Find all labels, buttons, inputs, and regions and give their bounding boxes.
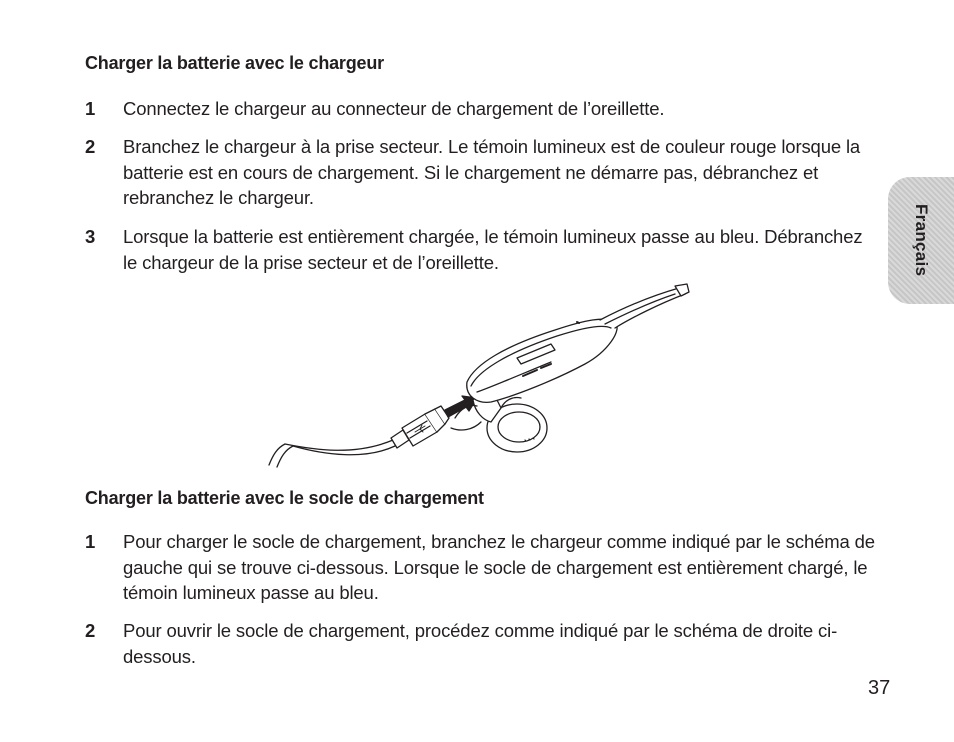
section-title-charging-cradle: Charger la batterie avec le socle de chargement bbox=[85, 488, 484, 508]
step-item bbox=[85, 134, 875, 211]
step-item bbox=[85, 529, 875, 606]
step-item bbox=[85, 618, 875, 669]
section-title-charger: Charger la batterie avec le chargeur bbox=[85, 53, 384, 73]
step-number: 2 bbox=[85, 136, 96, 157]
page-number: 37 bbox=[868, 677, 891, 699]
step-number: 1 bbox=[85, 531, 96, 552]
step-item bbox=[85, 224, 875, 275]
language-tab-label: Français bbox=[912, 204, 931, 277]
step-text: Connectez le chargeur au connecteur de chargement de l’oreillette. bbox=[123, 98, 665, 119]
step-number: 2 bbox=[85, 620, 96, 641]
language-side-tab bbox=[888, 177, 954, 304]
step-text: Lorsque la batterie est entièrement chargée, le témoin lumineux passe au bleu. Débranchez le chargeur de la prise secteur et de l’oreillette. bbox=[123, 226, 863, 273]
step-item bbox=[85, 96, 875, 122]
step-number: 1 bbox=[85, 98, 96, 119]
step-text: Pour charger le socle de chargement, branchez le chargeur comme indiqué par le schéma de gauche qui se trouve ci-dessous. Lorsque le socle de chargement est entièrement chargé, le témoin lumineux passe au bleu. bbox=[123, 531, 875, 603]
step-text: Pour ouvrir le socle de chargement, procédez comme indiqué par le schéma de droite ci-dessous. bbox=[123, 620, 838, 667]
step-number: 3 bbox=[85, 226, 96, 247]
step-text: Branchez le chargeur à la prise secteur. Le témoin lumineux est de couleur rouge lorsque la batterie est en cours de chargement. Si le chargement ne démarre pas, débranchez et rebranchez le chargeur. bbox=[123, 136, 861, 208]
headset-charging-illustration-icon bbox=[255, 280, 695, 470]
